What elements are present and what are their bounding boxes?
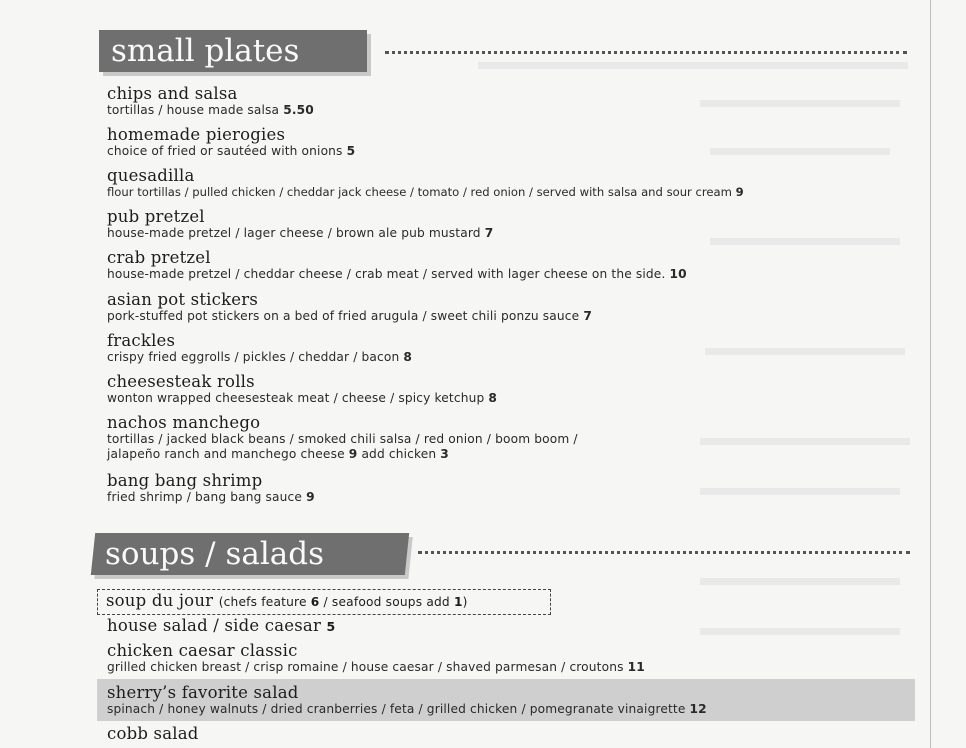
item-name: chips and salsa [107, 84, 238, 103]
menu-item [107, 248, 687, 282]
item-description: fried shrimp / bang bang sauce 9 [107, 490, 315, 504]
item-description: wonton wrapped cheesesteak meat / cheese / spicy ketchup 8 [107, 391, 498, 405]
menu-item [107, 641, 645, 675]
item-price: 8 [488, 391, 498, 405]
menu-item [107, 166, 744, 200]
item-price: 8 [403, 350, 413, 364]
item-price: 5 [326, 619, 336, 634]
menu-item-featured [107, 683, 707, 717]
ghost-line [700, 100, 900, 107]
soups-salads-banner [91, 533, 409, 575]
item-description: grilled chicken breast / crisp romaine / house caesar / shaved parmesan / croutons 11 [107, 660, 645, 674]
section-dotted-rule [385, 51, 907, 54]
item-name: chicken caesar classic [107, 641, 298, 660]
small-plates-banner [99, 30, 367, 72]
item-description: spinach / honey walnuts / dried cranberries / feta / grilled chicken / pomegranate vinaigrette 12 [107, 702, 707, 716]
item-name: pub pretzel [107, 207, 205, 226]
item-name: sherry’s favorite salad [107, 683, 299, 702]
menu-item [107, 125, 355, 159]
small-plates-title: small plates [111, 33, 300, 69]
item-name: soup du jour (chefs feature 6 / seafood soups add 1) [106, 591, 468, 610]
item-description: pork-stuffed pot stickers on a bed of fried arugula / sweet chili ponzu sauce 7 [107, 309, 592, 323]
menu-item [107, 290, 592, 324]
menu-item [107, 413, 578, 462]
item-name: bang bang shrimp [107, 471, 263, 490]
item-description: house-made pretzel / cheddar cheese / crab meat / served with lager cheese on the side. 10 [107, 267, 687, 281]
item-name: quesadilla [107, 166, 195, 185]
item-price: 11 [627, 660, 645, 674]
item-description: choice of fried or sautéed with onions 5 [107, 144, 356, 158]
ghost-line [705, 348, 905, 355]
item-price: 9 [735, 185, 744, 199]
item-name: asian pot stickers [107, 290, 258, 309]
ghost-line [710, 238, 900, 245]
soup-note: (chefs feature 6 / seafood soups add 1) [218, 595, 468, 609]
page-edge [930, 0, 931, 748]
ghost-line [700, 488, 900, 495]
item-name: frackles [107, 331, 176, 350]
item-description: flour tortillas / pulled chicken / cheddar jack cheese / tomato / red onion / served with salsa and sour cream 9 [107, 185, 744, 199]
item-description: tortillas / jacked black beans / smoked chili salsa / red onion / boom boom / [107, 432, 578, 446]
item-name: homemade pierogies [107, 125, 286, 144]
item-name: cheesesteak rolls [107, 372, 255, 391]
item-price: 10 [669, 267, 687, 281]
menu-item [107, 84, 314, 118]
item-price: 9 [348, 447, 358, 461]
item-description-continued: jalapeño ranch and manchego cheese 9 add chicken 3 [107, 447, 449, 461]
menu-item [107, 331, 412, 365]
section-dotted-rule [418, 551, 910, 554]
item-price: 9 [306, 490, 315, 504]
ghost-line [710, 148, 890, 155]
item-name: house salad / side caesar 5 [107, 616, 336, 635]
item-name: crab pretzel [107, 248, 211, 267]
menu-item [107, 372, 497, 406]
menu-item [107, 724, 199, 743]
item-price: 7 [484, 226, 494, 240]
item-description: crispy fried eggrolls / pickles / cheddar / bacon 8 [107, 350, 413, 364]
item-price: 12 [689, 702, 707, 716]
ghost-line [700, 438, 910, 445]
item-price: 7 [583, 309, 592, 323]
item-addon: add chicken [361, 447, 437, 461]
item-name: nachos manchego [107, 413, 261, 432]
menu-item [107, 471, 315, 505]
soup-du-jour-box [97, 589, 551, 615]
item-description: tortillas / house made salsa 5.50 [107, 103, 314, 117]
item-description: house-made pretzel / lager cheese / brown ale pub mustard 7 [107, 226, 494, 240]
item-price: 5 [346, 144, 356, 158]
item-name: cobb salad [107, 724, 199, 743]
ghost-line [478, 62, 908, 69]
item-price: 5.50 [283, 103, 314, 117]
menu-item [107, 207, 493, 241]
item-addon-price: 3 [440, 447, 449, 461]
soups-salads-title: soups / salads [105, 536, 324, 572]
ghost-line [700, 628, 900, 635]
menu-item [107, 616, 335, 636]
ghost-line [700, 578, 900, 585]
